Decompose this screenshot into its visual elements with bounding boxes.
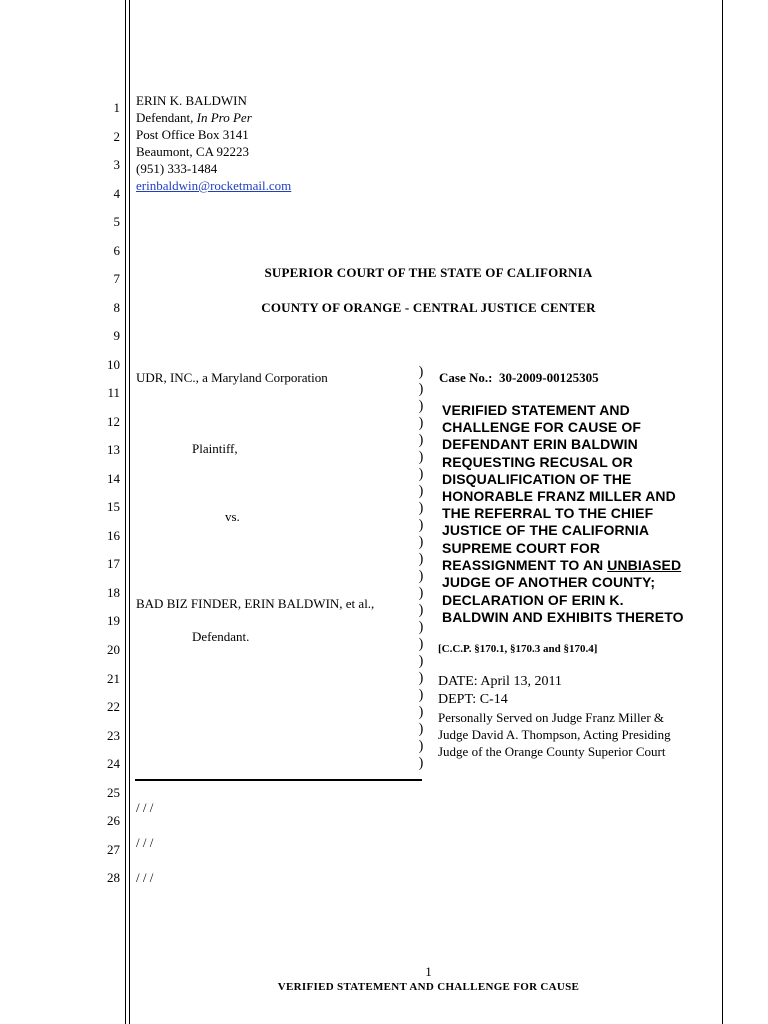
line-number: 7 — [113, 271, 120, 286]
caption-paren: ) — [418, 381, 424, 398]
defendant-name: BAD BIZ FINDER, ERIN BALDWIN, et al., — [136, 596, 375, 611]
line-number: 1 — [113, 100, 120, 115]
service-line: Personally Served on Judge Franz Miller & — [438, 710, 665, 725]
line-number: 27 — [107, 842, 120, 857]
line-number: 24 — [107, 756, 120, 771]
line-number: 10 — [107, 357, 120, 372]
title-line: CHALLENGE FOR CAUSE OF — [442, 419, 641, 435]
title-line: SUPREME COURT FOR — [442, 540, 601, 556]
caption-paren: ) — [418, 585, 424, 602]
plaintiff-name: UDR, INC., a Maryland Corporation — [136, 370, 328, 385]
caption-paren: ) — [418, 738, 424, 755]
line-number: 2 — [113, 129, 120, 144]
court-name-line2: COUNTY OF ORANGE - CENTRAL JUSTICE CENTER — [261, 300, 596, 315]
line-number: 5 — [113, 214, 120, 229]
party-address-line1: Post Office Box 3141 — [136, 127, 249, 142]
case-number — [439, 369, 599, 386]
email-link[interactable]: erinbaldwin@rocketmail.com — [136, 178, 292, 193]
line-number: 9 — [113, 328, 120, 343]
caption-paren: ) — [418, 415, 424, 432]
caption-paren: ) — [418, 466, 424, 483]
party-role — [136, 109, 252, 126]
line-number: 15 — [107, 499, 120, 514]
title-line: DEFENDANT ERIN BALDWIN — [442, 436, 638, 452]
margin-rule-inner — [129, 0, 130, 1024]
caption-divider — [135, 779, 422, 781]
line-number: 21 — [107, 671, 120, 686]
caption-paren: ) — [418, 534, 424, 551]
caption-paren: ) — [418, 500, 424, 517]
footer-title: VERIFIED STATEMENT AND CHALLENGE FOR CAUSE — [277, 981, 580, 993]
defendant-label: Defendant. — [192, 629, 250, 644]
party-role-prefix: Defendant, — [136, 110, 197, 125]
line-number: 19 — [107, 613, 120, 628]
title-line: THE REFERRAL TO THE CHIEF — [442, 505, 654, 521]
caption-paren: ) — [418, 653, 424, 670]
caption-paren: ) — [418, 636, 424, 653]
line-number: 22 — [107, 699, 120, 714]
line-number: 20 — [107, 642, 120, 657]
title-line: BALDWIN AND EXHIBITS THERETO — [442, 609, 684, 625]
hearing-date: DATE: April 13, 2011 — [438, 674, 562, 689]
margin-rule-right — [722, 0, 723, 1024]
caption-paren: ) — [418, 721, 424, 738]
court-name-line1: SUPERIOR COURT OF THE STATE OF CALIFORNIA — [264, 265, 593, 280]
statute-citation: [C.C.P. §170.1, §170.3 and §170.4] — [438, 643, 598, 655]
line-number: 18 — [107, 585, 120, 600]
continuation-mark: / / / — [136, 835, 154, 850]
title-line: VERIFIED STATEMENT AND — [442, 402, 630, 418]
line-number: 6 — [113, 243, 120, 258]
caption-paren: ) — [418, 670, 424, 687]
line-number: 4 — [113, 186, 120, 201]
page-number: 1 — [425, 964, 432, 979]
continuation-mark: / / / — [136, 800, 154, 815]
hearing-dept: DEPT: C-14 — [438, 692, 508, 707]
party-address-line2: Beaumont, CA 92223 — [136, 144, 250, 159]
line-number: 3 — [113, 157, 120, 172]
line-number: 13 — [107, 442, 120, 457]
caption-paren: ) — [418, 704, 424, 721]
caption-paren: ) — [418, 398, 424, 415]
title-line: DISQUALIFICATION OF THE — [442, 471, 632, 487]
title-line: HONORABLE FRANZ MILLER AND — [442, 488, 676, 504]
line-number: 12 — [107, 414, 120, 429]
caption-paren: ) — [418, 568, 424, 585]
party-name: ERIN K. BALDWIN — [136, 93, 247, 108]
title-line: JUDGE OF ANOTHER COUNTY; — [442, 574, 656, 590]
caption-paren: ) — [418, 755, 424, 772]
continuation-mark: / / / — [136, 870, 154, 885]
line-number: 11 — [107, 385, 120, 400]
line-number: 17 — [107, 556, 120, 571]
line-number: 28 — [107, 870, 120, 885]
caption-paren: ) — [418, 551, 424, 568]
line-number: 16 — [107, 528, 120, 543]
service-line: Judge of the Orange County Superior Court — [438, 744, 666, 759]
line-number: 14 — [107, 471, 120, 486]
title-underlined-word: UNBIASED — [607, 557, 682, 573]
party-email[interactable] — [136, 177, 291, 194]
caption-paren: ) — [418, 517, 424, 534]
line-number: 26 — [107, 813, 120, 828]
margin-rule-outer — [125, 0, 126, 1024]
caption-paren: ) — [418, 483, 424, 500]
title-line: REQUESTING RECUSAL OR — [442, 454, 633, 470]
plaintiff-label: Plaintiff, — [192, 441, 238, 456]
party-role-italic: In Pro Per — [196, 110, 252, 125]
versus-label: vs. — [225, 509, 240, 524]
line-number: 25 — [107, 785, 120, 800]
caption-paren: ) — [418, 602, 424, 619]
title-line: DECLARATION OF ERIN K. — [442, 592, 624, 608]
case-number-value: 30-2009-00125305 — [498, 370, 599, 385]
caption-paren: ) — [418, 364, 424, 381]
title-line-part: REASSIGNMENT TO AN — [442, 557, 608, 573]
caption-paren: ) — [418, 687, 424, 704]
case-number-label: Case No.: — [439, 370, 493, 385]
title-line — [442, 557, 681, 574]
caption-paren: ) — [418, 619, 424, 636]
line-number: 8 — [113, 300, 120, 315]
party-phone: (951) 333-1484 — [136, 161, 218, 176]
caption-paren: ) — [418, 432, 424, 449]
caption-paren: ) — [418, 449, 424, 466]
title-line: JUSTICE OF THE CALIFORNIA — [442, 522, 650, 538]
service-line: Judge David A. Thompson, Acting Presiding — [438, 727, 671, 742]
line-number: 23 — [107, 728, 120, 743]
